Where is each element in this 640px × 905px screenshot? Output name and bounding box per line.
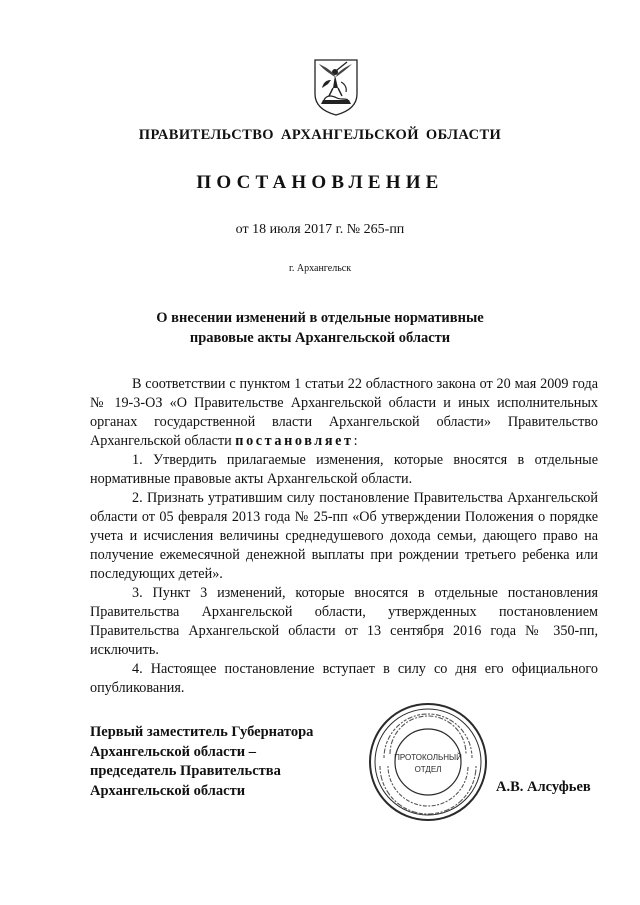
intro-text: В соответствии с пунктом 1 статьи 22 областного закона от 20 мая 2009 года № 19-3-ОЗ «О Правительстве Архангельской области и иных исполнительных органах государственной власти Архангельской области» Правительство Архангельской области — [90, 376, 598, 449]
decree-word: постановляет — [235, 433, 354, 449]
intro-colon: : — [353, 433, 358, 449]
subject-line-1: О внесении изменений в отдельные нормативные — [156, 310, 484, 326]
signer-line-4: Архангельской области — [90, 782, 246, 799]
signer-line-1: Первый заместитель Губернатора — [90, 724, 314, 740]
paragraph-item-1: 1. Утвердить прилагаемые изменения, которые вносятся в отдельные нормативные правовые акты Архангельской области. — [90, 452, 598, 487]
signer-name: А.В. Алсуфьев — [496, 779, 591, 795]
subject-line-2: правовые акты Архангельской области — [189, 330, 451, 346]
document-subject — [150, 308, 490, 348]
intro-paragraph — [90, 375, 598, 451]
government-title: ПРАВИТЕЛЬСТВО АРХАНГЕЛЬСКОЙ ОБЛАСТИ — [138, 127, 502, 143]
paragraph-item-4: 4. Настоящее постановление вступает в силу со дня его официального опубликования. — [90, 661, 598, 696]
official-stamp — [366, 700, 490, 824]
signer-line-2: Архангельской области – — [90, 743, 256, 760]
paragraph-item-2: 2. Признать утратившим силу постановление Правительства Архангельской области от 05 февраля 2013 года № 25-пп «Об утверждении Положения о порядке учета и исчисления величины среднедушевого дохода семьи, дающего право на получение ежемесячной денежной выплаты при рождении третьего ребенка или последующих детей». — [90, 490, 598, 582]
stamp-text-line-1: ПРОТОКОЛЬНЫЙ — [394, 753, 462, 762]
date-and-number: от 18 июля 2017 г. № 265-пп — [235, 222, 405, 237]
paragraph-item-3: 3. Пункт 3 изменений, которые вносятся в отдельные постановления Правительства Архангельской области, утвержденных постановлением Правительства Архангельской области от 13 сентября 2016 года № 350-пп, исключить. — [90, 585, 598, 658]
document-type-heading: ПОСТАНОВЛЕНИЕ — [196, 172, 444, 193]
stamp-text-line-2: ОТДЕЛ — [414, 765, 442, 774]
signer-line-3: председатель Правительства — [90, 763, 281, 779]
signer-title-block — [90, 723, 350, 801]
coat-of-arms-icon — [313, 58, 359, 116]
document-body — [90, 375, 598, 698]
city-name: г. Архангельск — [288, 263, 352, 274]
